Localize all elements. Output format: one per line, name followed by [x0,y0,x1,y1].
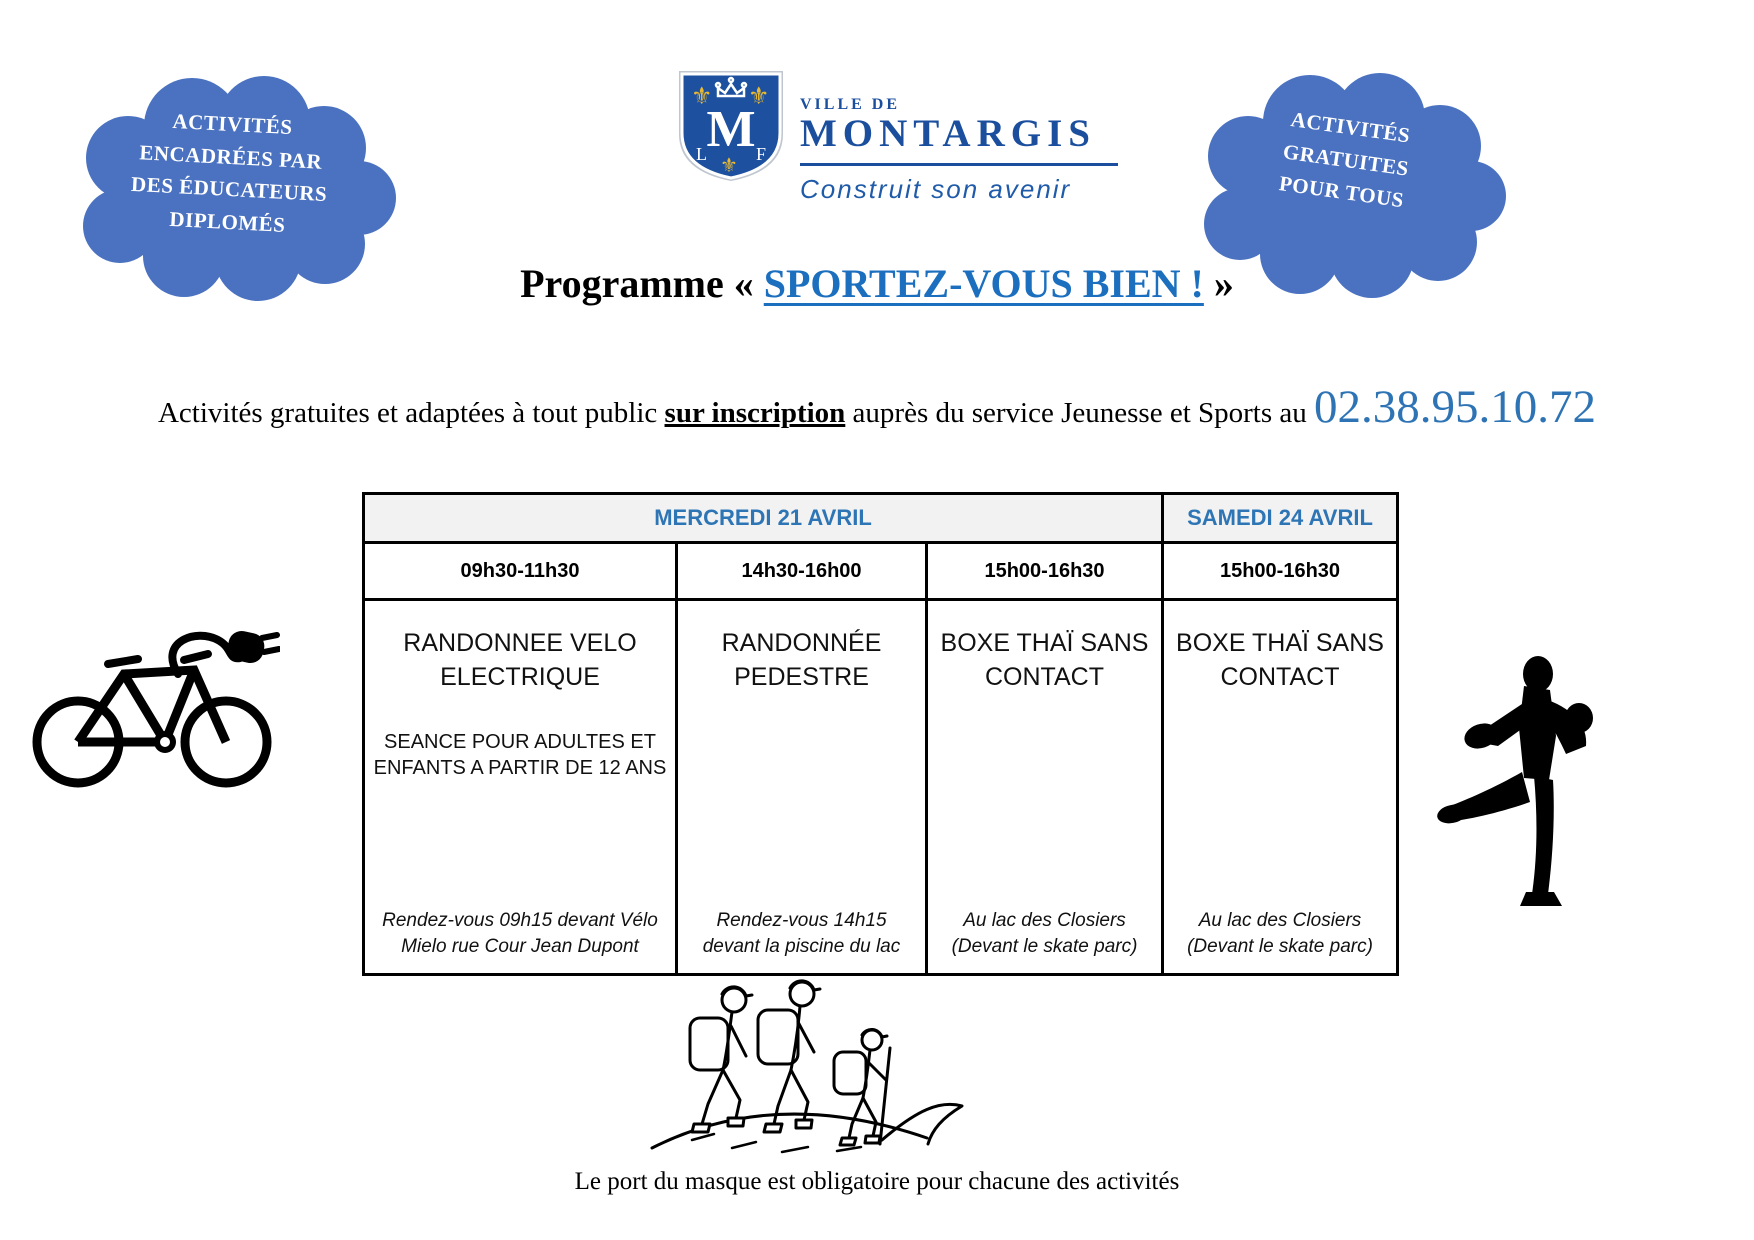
intro-part1: Activités gratuites et adaptées à tout public [157,397,665,429]
table-header-row [364,494,1398,543]
hiker-figure [690,987,752,1132]
kickboxer-icon [1436,648,1651,920]
electric-bike-icon [28,612,280,790]
header-mercredi: MERCREDI 21 AVRIL [364,494,1163,543]
hiker-figure [834,1029,890,1145]
svg-text:⚜: ⚜ [748,82,770,110]
activity-note: Rendez-vous 14h15 devant la piscine du lac [702,909,901,958]
header-samedi: SAMEDI 24 AVRIL [1163,494,1398,543]
intro-part2: auprès du service Jeunesse et Sports au [845,397,1314,429]
hikers-icon [632,948,966,1166]
svg-text:⚜: ⚜ [720,153,738,177]
city-name: MONTARGIS [800,112,1096,155]
time-slot: 15h00-16h30 [1163,543,1398,600]
time-slot: 14h30-16h00 [677,543,927,600]
activity-cell [677,600,927,975]
montargis-shield-logo [676,68,786,184]
logo-text-block [800,96,1130,205]
table-time-row [364,543,1398,600]
time-slot: 09h30-11h30 [364,543,677,600]
logo-tagline: Construit son avenir [800,173,1072,204]
footer-note: Le port du masque est obligatoire pour chacune des activités [574,1168,1180,1195]
activity-note: Rendez-vous 09h15 devant Vélo Mielo rue Cour Jean Dupont [382,909,658,958]
cloud-left-line: DES ÉDUCATEURS [130,171,328,207]
activity-title: RANDONNÉE PEDESTRE [721,629,882,691]
shield-letter-l: L [696,144,707,164]
table-activity-row [364,600,1398,975]
activity-subtitle: SEANCE POUR ADULTES ET ENFANTS A PARTIR DE 12 ANS [373,730,667,779]
activity-note: Au lac des Closiers (Devant le skate parc) [951,909,1138,958]
activity-cell [364,600,677,975]
cloud-right-line: GRATUITES [1281,138,1411,181]
activity-title: BOXE THAÏ SANS CONTACT [1176,629,1384,691]
schedule-table [362,492,1399,976]
time-slot: 15h00-16h30 [927,543,1163,600]
hiker-figure [758,981,820,1132]
title-highlight: SPORTEZ-VOUS BIEN ! [763,261,1204,306]
cloud-left-line: ACTIVITÉS [171,108,294,140]
activity-title: BOXE THAÏ SANS CONTACT [940,629,1149,691]
cloud-left-line: ENCADRÉES PAR [138,139,323,174]
intro-underlined: sur inscription [664,397,846,429]
shield-letter-m: M [706,101,756,158]
cloud-right-line: POUR TOUS [1277,171,1406,213]
activity-title: RANDONNEE VELO ELECTRIQUE [403,629,637,691]
activity-cell [1163,600,1398,975]
page-title [0,260,1754,307]
cloud-left-text [59,99,401,247]
shield-letter-f: F [756,144,767,164]
ville-de-label: VILLE DE [800,96,901,113]
svg-text:⚜: ⚜ [691,82,713,110]
activity-note: Au lac des Closiers (Devant le skate parc) [1187,909,1373,958]
title-prefix: Programme « [520,261,764,306]
cloud-left-line: DIPLOMÉS [168,206,287,237]
cloud-right-line: ACTIVITÉS [1289,107,1412,148]
title-suffix: » [1203,261,1234,306]
intro-sentence [0,381,1754,433]
activity-cell [927,600,1163,975]
logo-divider [800,163,1118,166]
phone-number: 02.38.95.10.72 [1314,381,1596,433]
